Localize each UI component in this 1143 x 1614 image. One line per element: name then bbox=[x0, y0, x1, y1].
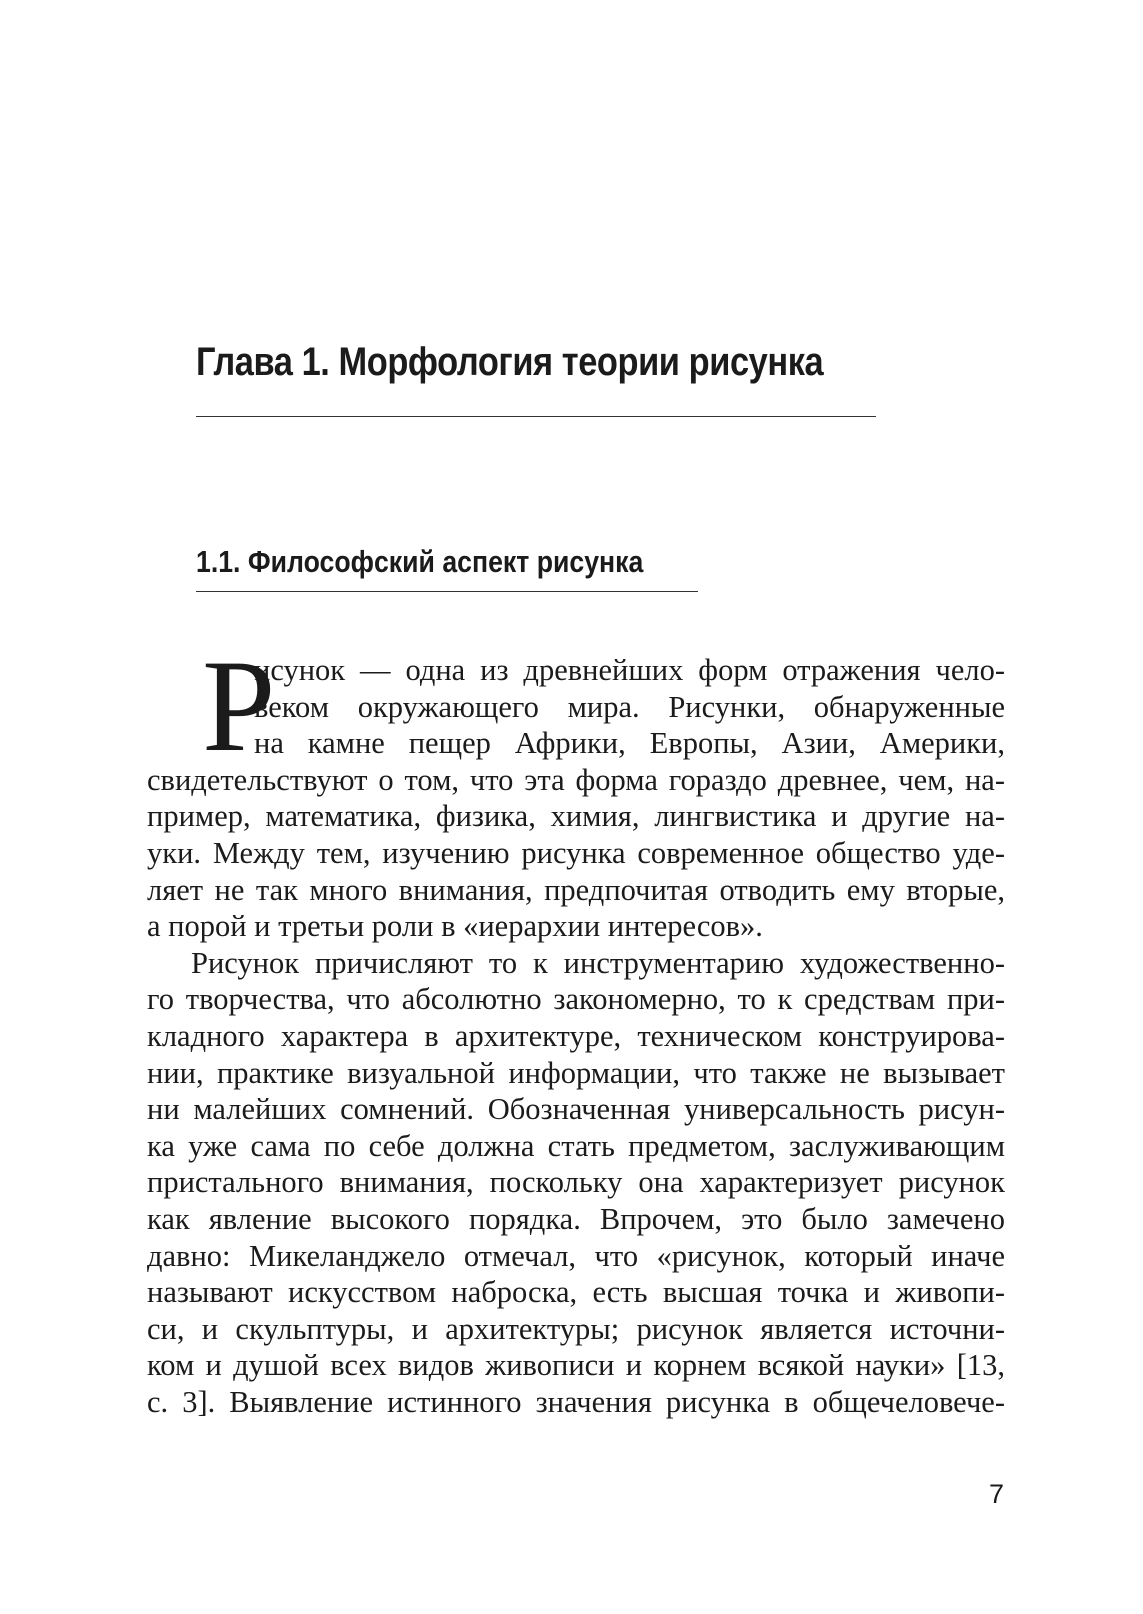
text-line: нии, практике визуальной информации, что также не вызывает bbox=[147, 1055, 1005, 1090]
text-line: веком окружающего мира. Рисунки, обнаруженные bbox=[254, 689, 1005, 724]
section-title-underline bbox=[196, 591, 698, 592]
text-line: го творчества, что абсолютно закономерно, то к средствам при- bbox=[147, 982, 1005, 1017]
text-line: свидетельствуют о том, что эта форма гораздо древнее, чем, на- bbox=[147, 762, 1005, 797]
text-line: кладного характера в архитектуре, техническом конструирова- bbox=[147, 1018, 1005, 1053]
text-line: на камне пещер Африки, Европы, Азии, Америки, bbox=[254, 726, 1005, 761]
text-line: как явление высокого порядка. Впрочем, это было замечено bbox=[147, 1201, 1005, 1236]
text-line: си, и скульптуры, и архитектуры; рисунок является источни- bbox=[147, 1311, 1005, 1346]
text-line: называют искусством наброска, есть высшая точка и живопи- bbox=[147, 1275, 1005, 1310]
paragraph-2 bbox=[147, 945, 1005, 1421]
text-line: ком и душой всех видов живописи и корнем всякой науки» [13, bbox=[147, 1348, 1005, 1383]
text-line: уки. Между тем, изучению рисунка современное общество уде- bbox=[147, 835, 1005, 870]
section-title: 1.1. Философский аспект рисунка bbox=[196, 544, 644, 579]
paragraph-1 bbox=[147, 632, 1005, 945]
drop-cap: Р bbox=[202, 632, 276, 779]
text-line: с. 3]. Выявление истинного значения рисунка в общечеловече- bbox=[147, 1384, 1005, 1419]
page-number: 7 bbox=[989, 1479, 1005, 1509]
text-line: пример, математика, физика, химия, лингвистика и другие на- bbox=[147, 799, 1005, 834]
text-line: а порой и третьи роли в «иерархии интересов». bbox=[147, 909, 763, 944]
text-line: пристального внимания, поскольку она характеризует рисунок bbox=[147, 1165, 1005, 1200]
chapter-title: Глава 1. Морфология теории рисунка bbox=[196, 340, 824, 384]
text-line: ка уже сама по себе должна стать предметом, заслуживающим bbox=[147, 1128, 1005, 1163]
text-line: ни малейших сомнений. Обозначенная универсальность рисун- bbox=[147, 1092, 1005, 1127]
text-line: исунок — одна из древнейших форм отражения чело- bbox=[254, 653, 1005, 687]
body-text bbox=[147, 632, 1005, 1420]
text-line: давно: Микеланджело отмечал, что «рисунок, который иначе bbox=[147, 1238, 1005, 1273]
text-line: ляет не так много внимания, предпочитая отводить ему вторые, bbox=[147, 872, 1005, 907]
text-line: Рисунок причисляют то к инструментарию художественно- bbox=[191, 945, 1005, 980]
chapter-title-underline bbox=[196, 416, 876, 417]
